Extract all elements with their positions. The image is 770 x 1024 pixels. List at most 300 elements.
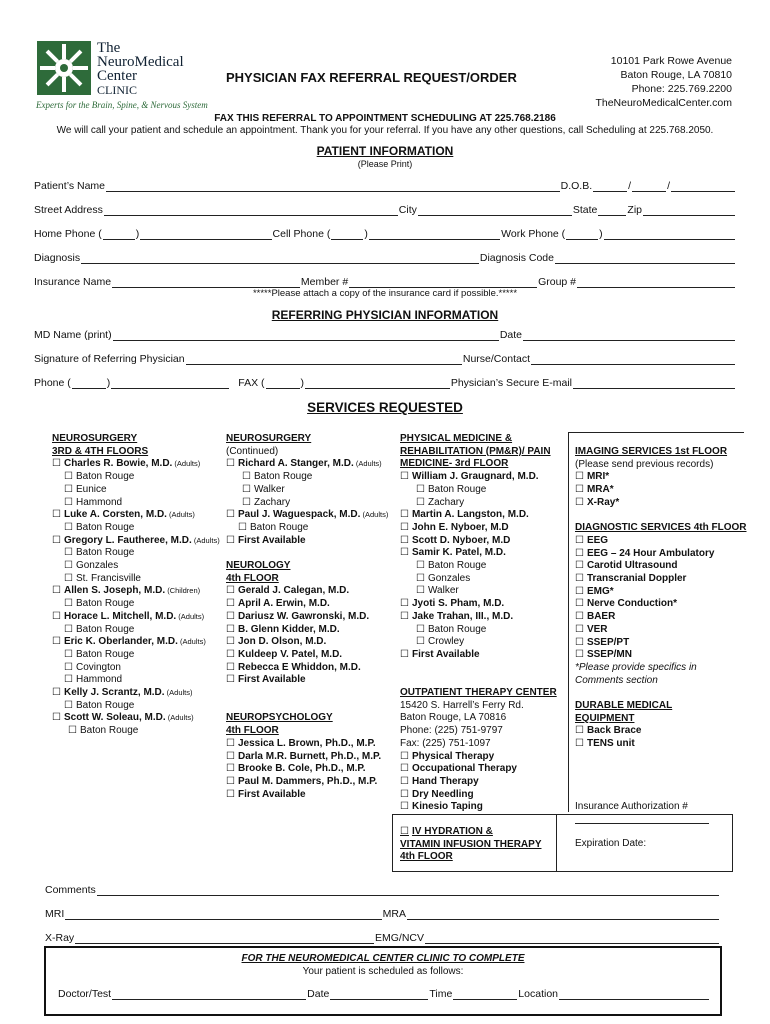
intro-text: We will call your patient and schedule an appointment. Thank you for your referral. If you have any other questions, call Scheduling at 225.768.2050. [56, 125, 714, 136]
col3-option-8[interactable] [400, 535, 557, 548]
col4-text-1 [575, 459, 747, 472]
address-street: 10101 Park Rowe Avenue [610, 55, 732, 67]
schedule-time-label: Time [429, 988, 453, 1000]
col2-option-7[interactable] [226, 522, 388, 535]
col2-label-24: Jessica L. Brown, Ph.D., M.P. [237, 737, 376, 749]
col1-option-20[interactable] [52, 687, 220, 700]
col4-option-14[interactable] [575, 624, 747, 637]
col1-label-13: Baton Rouge [75, 598, 135, 610]
col1-option-9[interactable] [52, 547, 220, 560]
col4-option-22[interactable] [575, 725, 747, 738]
col3-label-12: Walker [427, 585, 459, 597]
physician-email-label: Physician’s Secure E-mail [450, 377, 572, 389]
col1-label-23: Baton Rouge [79, 725, 139, 737]
col3-label-16: Crowley [427, 636, 465, 648]
col2-option-14[interactable] [226, 611, 388, 624]
col4-option-13[interactable] [575, 611, 747, 624]
col2-label-10: NEUROLOGY [226, 560, 291, 572]
col1-option-14[interactable] [52, 611, 220, 624]
col1-label-16: Eric K. Oberlander, M.D. [63, 636, 178, 648]
col4-label-21: EQUIPMENT [575, 712, 635, 724]
nurse-field[interactable] [531, 354, 735, 365]
mri-field[interactable] [65, 909, 381, 920]
xray-label: X-Ray [45, 932, 75, 944]
col4-label-4: X-Ray* [586, 496, 620, 508]
schedule-location-label: Location [518, 988, 558, 1000]
home-phone-field[interactable] [140, 229, 271, 240]
col4-label-3: MRA* [586, 484, 614, 496]
cell-phone-label: Cell Phone ( [272, 228, 331, 240]
col1-option-22[interactable] [52, 712, 220, 725]
emg-field[interactable] [425, 933, 719, 944]
street-row [34, 204, 736, 216]
col3-text-20 [400, 687, 557, 700]
physician-phone-row: Phone ( ) FAX ( ) Physician’s Secure E-mail [34, 377, 736, 389]
logo-line-2: NeuroMedical [97, 54, 184, 70]
col3-label-25: Physical Therapy [411, 750, 495, 762]
member-field[interactable] [349, 277, 537, 288]
col3-option-27[interactable] [400, 776, 557, 789]
diagnosis-code-label: Diagnosis Code [479, 252, 554, 264]
col1-option-15[interactable] [52, 624, 220, 637]
col1-note-2: (Adults) [172, 459, 201, 469]
patient-name-field[interactable] [106, 181, 560, 192]
col4-option-2[interactable] [575, 471, 747, 484]
col1-label-19: Hammond [75, 674, 123, 686]
col3-label-7: John E. Nyboer, M.D [411, 521, 509, 533]
col1-label-12: Allen S. Joseph, M.D. [63, 585, 166, 597]
signature-field[interactable] [186, 354, 462, 365]
col1-label-14: Horace L. Mitchell, M.D. [63, 610, 177, 622]
address-phone: Phone: 225.769.2200 [631, 83, 732, 95]
col1-option-7[interactable] [52, 522, 220, 535]
nurse-label: Nurse/Contact [462, 353, 530, 365]
col4-text-6 [575, 522, 747, 535]
col1-note-20: (Adults) [164, 688, 193, 698]
physician-email-field[interactable] [573, 378, 735, 389]
col2-label-1: (Continued) [226, 445, 279, 457]
col2-option-8[interactable] [226, 535, 388, 548]
col2-label-12: Gerald J. Calegan, M.D. [237, 585, 350, 597]
col4-label-18: Comments section [575, 674, 658, 686]
xray-row [45, 932, 720, 944]
col2-option-28[interactable] [226, 789, 388, 802]
col1-label-6: Luke A. Corsten, M.D. [63, 509, 167, 521]
col1-option-16[interactable] [52, 636, 220, 649]
col1-option-6[interactable] [52, 509, 220, 522]
col4-label-10: Transcranial Doppler [586, 573, 687, 585]
iv-label-1: VITAMIN INFUSION THERAPY [400, 838, 542, 850]
work-phone-label: Work Phone ( [501, 228, 566, 240]
col2-label-14: Dariusz W. Gawronski, M.D. [237, 610, 370, 622]
col2-label-13: April A. Erwin, M.D. [237, 598, 330, 610]
col4-text-5 [575, 510, 747, 523]
col1-label-8: Gregory L. Fautheree, M.D. [63, 534, 192, 546]
col3-option-17[interactable] [400, 649, 557, 662]
home-area-field[interactable] [103, 229, 135, 240]
clinic-logo [36, 40, 216, 112]
md-date-field[interactable] [523, 330, 735, 341]
col3-option-7[interactable] [400, 522, 557, 535]
emg-label: EMG/NCV [374, 932, 424, 944]
col4-option-3[interactable] [575, 484, 747, 497]
physician-info-heading: REFERRING PHYSICIAN INFORMATION [271, 308, 499, 322]
work-area-field[interactable] [566, 229, 598, 240]
col2-text-23 [226, 725, 388, 738]
col2-option-13[interactable] [226, 598, 388, 611]
comments-label: Comments [45, 884, 96, 896]
col1-note-6: (Adults) [166, 510, 195, 520]
col3-label-13: Jyoti S. Pham, M.D. [411, 598, 505, 610]
col1-note-8: (Adults) [191, 535, 220, 545]
col2-option-24[interactable] [226, 738, 388, 751]
col4-label-22: Back Brace [586, 725, 642, 737]
col1-label-7: Baton Rouge [75, 521, 135, 533]
col4-option-15[interactable] [575, 637, 747, 650]
col3-option-12[interactable] [400, 585, 557, 598]
col2-option-5[interactable] [226, 497, 388, 510]
col2-option-25[interactable] [226, 751, 388, 764]
neurosurgery-column [52, 433, 220, 738]
col1-option-2[interactable] [52, 458, 220, 471]
patient-info-heading: PATIENT INFORMATION [316, 144, 454, 158]
col2-label-23: 4th FLOOR [226, 725, 279, 737]
mri-row [45, 908, 720, 920]
col3-option-14[interactable] [400, 611, 557, 624]
col2-label-4: Walker [253, 483, 285, 495]
col2-label-2: Richard A. Stanger, M.D. [237, 458, 354, 470]
col4-text-20 [575, 700, 747, 713]
col2-option-17[interactable] [226, 649, 388, 662]
col1-note-22: (Adults) [165, 713, 194, 723]
col1-option-12[interactable] [52, 585, 220, 598]
col4-label-12: Nerve Conduction* [586, 598, 677, 610]
work-phone-field[interactable] [604, 229, 735, 240]
col1-option-4[interactable] [52, 484, 220, 497]
col3-option-13[interactable] [400, 598, 557, 611]
col2-label-16: Jon D. Olson, M.D. [237, 636, 327, 648]
col4-label-2: MRI* [586, 471, 610, 483]
col4-option-9[interactable] [575, 560, 747, 573]
physician-fax-field[interactable] [305, 378, 450, 389]
col3-label-15: Baton Rouge [427, 623, 487, 635]
mri-label: MRI [45, 908, 65, 920]
physician-fax-label: FAX ( [238, 377, 265, 389]
col4-label-16: SSEP/MN [586, 649, 632, 661]
diagnosis-label: Diagnosis [34, 252, 81, 264]
zip-label: Zip [627, 204, 642, 216]
col1-label-1: 3RD & 4TH FLOORS [52, 445, 149, 457]
col2-option-4[interactable] [226, 484, 388, 497]
col3-label-23: Phone: (225) 751-9797 [400, 725, 503, 737]
col4-label-5 [575, 510, 578, 521]
fax-instruction: FAX THIS REFERRAL TO APPOINTMENT SCHEDULING AT 225.768.2186 [214, 113, 556, 124]
iv-label-2: 4th FLOOR [400, 851, 453, 863]
iv-text-2 [400, 851, 541, 864]
imaging-box-border [568, 432, 744, 433]
address-city: Baton Rouge, LA 70810 [620, 69, 732, 81]
col3-option-26[interactable] [400, 763, 557, 776]
iv-option-0[interactable] [400, 826, 541, 839]
col1-label-15: Baton Rouge [75, 623, 135, 635]
clinic-box-heading: FOR THE NEUROMEDICAL CENTER CLINIC TO COMPLETE [241, 953, 525, 964]
col4-option-11[interactable] [575, 586, 747, 599]
col4-text-17 [575, 662, 747, 675]
logo-line-3: Center [97, 68, 137, 84]
col3-label-6: Martin A. Langston, M.D. [411, 509, 529, 521]
col4-label-6: DIAGNOSTIC SERVICES 4th FLOOR [575, 522, 747, 534]
col1-label-17: Baton Rouge [75, 648, 135, 660]
col3-label-5: Zachary [427, 496, 465, 508]
address-web: TheNeuroMedicalCenter.com [595, 97, 732, 109]
col2-label-25: Darla M.R. Burnett, Ph.D., M.P. [237, 750, 382, 762]
col2-text-1 [226, 446, 388, 459]
insurance-note: *****Please attach a copy of the insurance card if possible.***** [252, 288, 518, 299]
col4-label-8: EEG – 24 Hour Ambulatory [586, 547, 715, 559]
col3-option-25[interactable] [400, 751, 557, 764]
col2-option-6[interactable] [226, 509, 388, 522]
logo-line-1: The [97, 40, 121, 56]
col2-option-15[interactable] [226, 624, 388, 637]
col4-option-10[interactable] [575, 573, 747, 586]
col1-option-5[interactable] [52, 497, 220, 510]
col2-label-28: First Available [237, 788, 306, 800]
mra-field[interactable] [407, 909, 719, 920]
col4-option-23[interactable] [575, 738, 747, 751]
col3-option-9[interactable] [400, 547, 557, 560]
cell-area-field[interactable] [331, 229, 363, 240]
xray-field[interactable] [75, 933, 374, 944]
col4-label-1: (Please send previous records) [575, 458, 714, 470]
col1-option-13[interactable] [52, 598, 220, 611]
col1-label-0: NEUROSURGERY [52, 433, 138, 444]
street-label: Street Address [34, 204, 103, 216]
col2-option-27[interactable] [226, 776, 388, 789]
col4-option-12[interactable] [575, 598, 747, 611]
col3-option-15[interactable] [400, 624, 557, 637]
comments-field[interactable] [97, 885, 719, 896]
col4-text-0 [575, 446, 747, 459]
col1-note-12: (Children) [165, 586, 201, 596]
col1-option-3[interactable] [52, 471, 220, 484]
col1-option-21[interactable] [52, 700, 220, 713]
patient-name-label: Patient’s Name [34, 180, 106, 192]
col3-option-4[interactable] [400, 484, 557, 497]
col3-text-24 [400, 738, 557, 751]
col1-label-22: Scott W. Soleau, M.D. [63, 712, 166, 724]
col3-label-26: Occupational Therapy [411, 763, 517, 775]
dob-year-field[interactable] [671, 181, 735, 192]
zip-field[interactable] [643, 205, 735, 216]
col2-option-2[interactable] [226, 458, 388, 471]
state-field[interactable] [598, 205, 626, 216]
col4-label-19 [575, 687, 578, 698]
col1-label-5: Hammond [75, 496, 123, 508]
col2-option-18[interactable] [226, 662, 388, 675]
col3-option-28[interactable] [400, 789, 557, 802]
col3-text-22 [400, 712, 557, 725]
street-field[interactable] [104, 205, 398, 216]
col2-label-21 [226, 700, 229, 711]
md-name-label: MD Name (print) [34, 329, 112, 341]
schedule-time-field[interactable] [453, 989, 517, 1000]
signature-row [34, 353, 736, 365]
neurology-column [226, 433, 388, 801]
col4-label-11: EMG* [586, 585, 614, 597]
col3-label-21: 15420 S. Harrell’s Ferry Rd. [400, 699, 524, 711]
col4-label-0: IMAGING SERVICES 1st FLOOR [575, 446, 728, 457]
col3-option-29[interactable] [400, 801, 557, 814]
physician-phone-label: Phone ( [34, 377, 71, 389]
schedule-row [58, 988, 710, 1000]
fax-area-field[interactable] [266, 378, 300, 389]
col3-text-19 [400, 674, 557, 687]
col1-option-19[interactable] [52, 674, 220, 687]
insurance-field[interactable] [112, 277, 300, 288]
dob-month-field[interactable] [593, 181, 627, 192]
col2-label-27: Paul M. Dammers, Ph.D., M.P. [237, 775, 378, 787]
col4-text-18 [575, 675, 747, 688]
col2-text-21 [226, 700, 388, 713]
col3-label-0: PHYSICAL MEDICINE & [400, 433, 513, 444]
col3-label-27: Hand Therapy [411, 775, 479, 787]
services-heading: SERVICES REQUESTED [307, 400, 463, 415]
col3-text-0 [400, 433, 557, 446]
col1-label-2: Charles R. Bowie, M.D. [63, 458, 173, 470]
col4-label-9: Carotid Ultrasound [586, 560, 678, 572]
col1-text-0 [52, 433, 220, 446]
col4-option-16[interactable] [575, 649, 747, 662]
col3-option-11[interactable] [400, 573, 557, 586]
schedule-date-field[interactable] [330, 989, 428, 1000]
col1-label-4: Eunice [75, 483, 107, 495]
col3-label-9: Samir K. Patel, M.D. [411, 547, 506, 559]
col2-note-6: (Adults) [360, 510, 389, 520]
imaging-column [575, 446, 747, 751]
col3-option-3[interactable] [400, 471, 557, 484]
col2-option-16[interactable] [226, 636, 388, 649]
col1-note-16: (Adults) [177, 637, 206, 647]
insurance-auth-label: Insurance Authorization # [575, 801, 688, 812]
col2-option-12[interactable] [226, 585, 388, 598]
patient-info-sub: (Please Print) [357, 159, 413, 169]
col2-option-19[interactable] [226, 674, 388, 687]
col4-label-13: BAER [586, 611, 616, 623]
col1-text-1 [52, 446, 220, 459]
col4-option-8[interactable] [575, 548, 747, 561]
col3-label-17: First Available [411, 648, 480, 660]
doctor-test-field[interactable] [112, 989, 306, 1000]
col2-option-3[interactable] [226, 471, 388, 484]
col4-option-7[interactable] [575, 535, 747, 548]
col1-note-14: (Adults) [176, 611, 205, 621]
group-field[interactable] [577, 277, 735, 288]
col3-text-2 [400, 458, 557, 471]
col2-label-6: Paul J. Waguespack, M.D. [237, 509, 361, 521]
imaging-box-left-border [568, 432, 569, 812]
clinic-address [595, 54, 732, 110]
diagnosis-code-field[interactable] [555, 253, 735, 264]
cell-phone-field[interactable] [369, 229, 500, 240]
col3-option-16[interactable] [400, 636, 557, 649]
col3-label-11: Gonzales [427, 572, 471, 584]
col2-label-22: NEUROPSYCHOLOGY [226, 712, 333, 724]
col3-text-18 [400, 662, 557, 675]
col3-label-19 [400, 674, 403, 685]
col2-label-15: B. Glenn Kidder, M.D. [237, 623, 340, 635]
clinic-box-sub: Your patient is scheduled as follows: [302, 966, 464, 977]
col3-option-6[interactable] [400, 509, 557, 522]
phones-row: Home Phone ( ) Cell Phone ( ) Work Phone ( ) [34, 228, 736, 240]
col2-label-17: Kuldeep V. Patel, M.D. [237, 648, 343, 660]
col4-text-19 [575, 687, 747, 700]
logo-line-4: CLINIC [97, 83, 137, 97]
col4-label-7: EEG [586, 534, 609, 546]
col1-option-8[interactable] [52, 535, 220, 548]
col3-text-1 [400, 446, 557, 459]
col2-text-0 [226, 433, 388, 446]
city-field[interactable] [418, 205, 572, 216]
col3-label-28: Dry Needling [411, 788, 474, 800]
physician-area-field[interactable] [72, 378, 106, 389]
col1-option-18[interactable] [52, 662, 220, 675]
dob-label: D.O.B. [560, 180, 593, 192]
col1-label-9: Baton Rouge [75, 547, 135, 559]
expiration-label: Expiration Date: [575, 838, 647, 849]
col1-label-18: Covington [75, 661, 121, 673]
col1-option-11[interactable] [52, 573, 220, 586]
col2-label-19: First Available [237, 674, 306, 686]
signature-label: Signature of Referring Physician [34, 353, 185, 365]
col2-label-8: First Available [237, 534, 306, 546]
form-title: PHYSICIAN FAX REFERRAL REQUEST/ORDER [226, 70, 517, 85]
col2-label-0: NEUROSURGERY [226, 433, 312, 444]
patient-name-row: Patient’s Name D.O.B. / / [34, 180, 736, 192]
city-label: City [398, 204, 417, 216]
comments-row [45, 884, 720, 896]
col2-label-7: Baton Rouge [249, 521, 309, 533]
md-name-field[interactable] [113, 330, 499, 341]
col3-label-24: Fax: (225) 751-1097 [400, 737, 491, 749]
insurance-label: Insurance Name [34, 276, 112, 288]
col3-text-23 [400, 725, 557, 738]
col2-label-26: Brooke B. Cole, Ph.D., M.P. [237, 763, 366, 775]
col4-option-4[interactable] [575, 497, 747, 510]
group-label: Group # [538, 276, 577, 288]
col1-label-21: Baton Rouge [75, 699, 135, 711]
md-date-label: Date [499, 329, 522, 341]
physician-phone-field[interactable] [111, 378, 229, 389]
col3-option-10[interactable] [400, 560, 557, 573]
logo-mark-icon [36, 40, 92, 96]
col2-label-3: Baton Rouge [253, 471, 313, 483]
col1-option-23[interactable] [52, 725, 220, 738]
col1-option-10[interactable] [52, 560, 220, 573]
col2-option-26[interactable] [226, 763, 388, 776]
col3-option-5[interactable] [400, 497, 557, 510]
state-label: State [572, 204, 598, 216]
col1-label-20: Kelly J. Scrantz, M.D. [63, 687, 165, 699]
col3-label-22: Baton Rouge, LA 70816 [400, 712, 507, 724]
col1-label-10: Gonzales [75, 560, 119, 572]
diagnosis-field[interactable] [81, 253, 479, 264]
dob-day-field[interactable] [632, 181, 666, 192]
iv-hydration-block [400, 826, 541, 864]
col1-option-17[interactable] [52, 649, 220, 662]
pmr-column [400, 433, 557, 814]
schedule-location-field[interactable] [559, 989, 709, 1000]
col2-label-20 [226, 687, 229, 698]
